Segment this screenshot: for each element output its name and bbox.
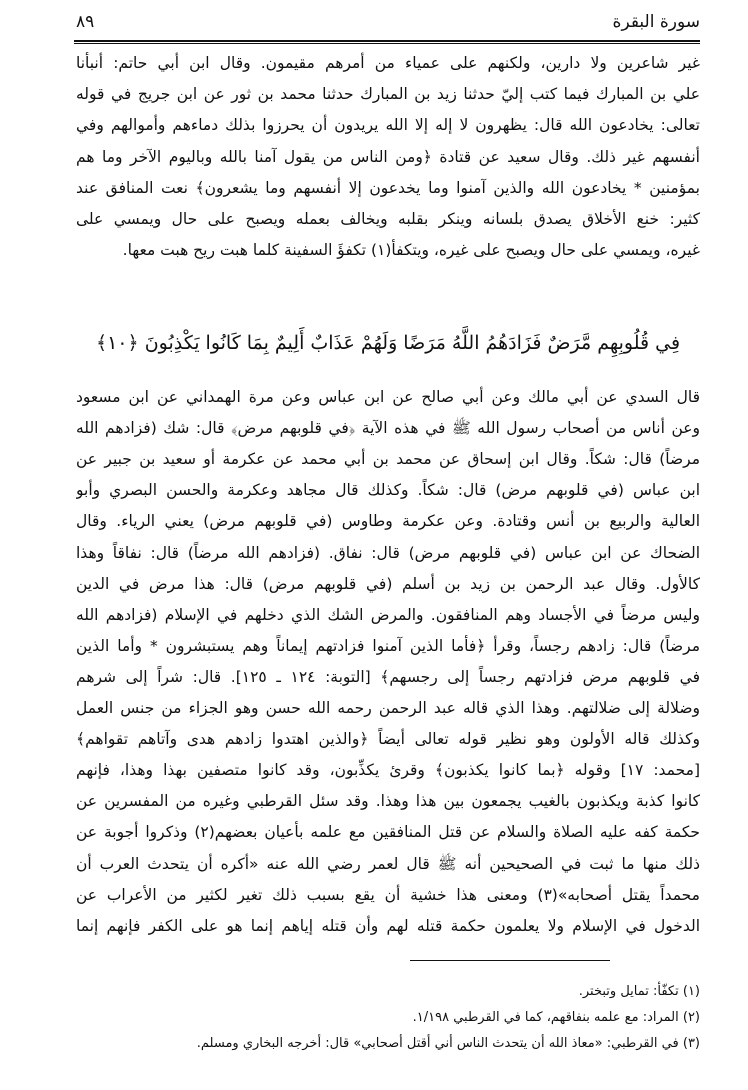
text-line: الضحاك عن ابن عباس (في قلوبهم مرض) قال: نفاق. (فزادهم الله مرضاً) قال: نفاقاً وهذا [76,543,700,562]
footnote-separator [410,960,610,961]
header-rule-thin [74,43,700,44]
text-line: كالأول. وقال عبد الرحمن بن زيد بن أسلم (في قلوبهم مرض) قال: هذا مرض في الدين [76,574,700,593]
text-line: غيره، ويمسي على حال ويصبح على غيره، ويتكفأ(١) تكفؤَ السفينة كلما هبت ريح هبت معها. [122,241,700,260]
footnote: (٢) المراد: مع علمه بنفاقهم، كما في القرطبي ١/١٩٨. [412,1010,700,1025]
text-line: حكمة كفه عليه الصلاة والسلام عن قتل المنافقين مع علمه بأعيان بعضهم(٢) وذكروا أجوبة عن [76,823,700,842]
text-line: الدخول في الإسلام ولا يعلمون حكمة قتله لهم وأن قتله إياهم إنما هو على الكفر فإنهم إنما [76,916,700,935]
text-line: مرضاً) قال: زادهم رجساً، وقرأ ﴿فأما الذين آمنوا فزادتهم إيماناً وهم يستبشرون * وأما الذين [76,636,700,655]
text-line: كثير: خنع الأخلاق يصدق بلسانه وينكر بقلبه ويخالف بعمله ويصبح على حال ويمسي على [76,210,700,228]
quran-verse: فِي قُلُوبِهِم مَّرَضٌ فَزَادَهُمُ اللَّهُ مَرَضًا وَلَهُمْ عَذَابٌ أَلِيمٌ بِمَا كَانُوا يَكْذِبُونَ ﴿١٠﴾ [95,332,681,354]
page-number: ٨٩ [76,12,95,32]
text-line: وعن أناس من أصحاب رسول الله ﷺ في هذه الآية ﴿في قلوبهم مرض﴾ قال: شك (فزادهم الله [76,419,700,438]
text-line: تعالى: يخادعون الله قال: يظهرون لا إله إلا الله يريدون أن يحرزوا بذلك دماءهم وأموالهم وفي [76,116,700,135]
header-rule [74,40,700,42]
text-line: كانوا كذبة ويكذبون بالغيب يجمعون بين هذا وهذا. وقد سئل القرطبي وغيره من المفسرين عن [76,792,700,811]
text-line: أنفسهم غير ذلك. وقال سعيد عن قتادة ﴿ومن الناس من يقول آمنا بالله وباليوم الآخر وما هم [76,147,700,166]
text-line: العالية والربيع بن أنس وقتادة. وعن عكرمة وطاوس (في قلوبهم مرض) يعني الرياء. وقال [76,512,700,531]
text-line: محمداً يقتل أصحابه»(٣) ومعنى هذا خشية أن يقع بسبب ذلك تغير لكثير من الأعراب عن [76,885,700,904]
text-line: وكذلك قاله الأولون وهو نظير قوله تعالى أيضاً ﴿والذين اهتدوا زادهم هدى وآتاهم تقواهم﴾ [76,730,700,749]
text-line: في قلوبهم مرض فزادتهم رجساً إلى رجسهم﴾ [التوبة: ١٢٤ ـ ١٢٥]. قال: شراً إلى شرهم [76,667,700,686]
footnote: (٣) في القرطبي: «معاذ الله أن يتحدث الناس أني أقتل أصحابي» قال: أخرجه البخاري ومسلم. [196,1036,700,1051]
text-line: [محمد: ١٧] وقوله ﴿بما كانوا يكذبون﴾ وقرئ يكذِّبون، وقد كانوا متصفين بهذا وهذا، فإنهم [76,761,700,780]
footnote: (١) تكفّأ: تمايل وتبختر. [578,984,700,999]
text-line: وليس مرضاً في الأجساد وهم المنافقون. والمرض الشك الذي دخلهم في الإسلام (فزادهم الله [76,605,700,624]
text-line: مرضاً) قال: شكاً. وقال ابن إسحاق عن محمد بن أبي محمد عن عكرمة أو سعيد بن جبير عن [76,450,700,469]
text-line: ابن عباس (في قلوبهم مرض) قال: شكاً. وكذلك قال مجاهد وعكرمة والحسن البصري وأبو [76,481,700,500]
text-line: غير شاعرين ولا دارين، ولكنهم على عمياء من أمرهم مقيمون. وقال ابن أبي حاتم: أنبأنا [76,54,700,72]
text-line: وضلالة إلى ضلالتهم. وهذا الذي قاله عبد الرحمن رحمه الله حسن وهو الجزاء من جنس العمل [76,699,700,717]
text-line: بمؤمنين * يخادعون الله والذين آمنوا وما يخدعون إلا أنفسهم وما يشعرون﴾ نعت المنافق عند [76,178,700,197]
text-line: ذلك منها ما ثبت في الصحيحين أنه ﷺ قال لعمر رضي الله عنه «أكره أن يتحدث العرب أن [76,854,700,873]
running-header-title: سورة البقرة [612,12,700,32]
text-line: علي بن المبارك فيما كتب إليّ حدثنا زيد بن المبارك حدثنا محمد بن ثور عن ابن جريج في قوله [76,85,700,104]
text-line: قال السدي عن أبي مالك وعن أبي صالح عن ابن عباس وعن مرة الهمداني عن ابن مسعود [76,388,700,406]
